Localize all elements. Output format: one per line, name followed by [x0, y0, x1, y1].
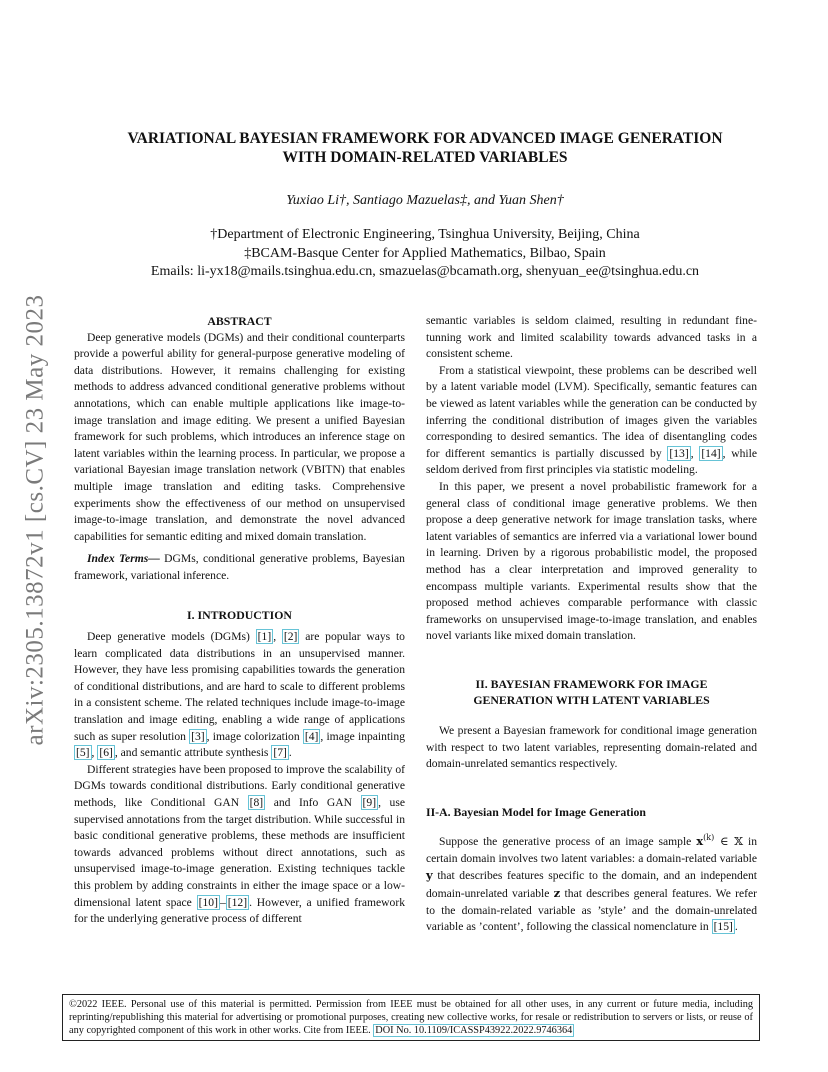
intro-paragraph-3: From a statistical viewpoint, these problems can be described well by a latent variable model (LVM). Specifically, semantic features can be viewed as latent variables while the generation can be conducted by inferring the conditional distribution of images given the variables corresponding to desired semantics. The idea of disentangling codes for different semantics is partially discussed by [13] , [14] , while seldom derived from first principles via statistic modeling.: [426, 363, 758, 477]
author-emails: Emails: li-yx18@mails.tsinghua.edu.cn, smazuelas@bcamath.org, shenyuan_ee@tsinghua.edu.cn: [150, 264, 700, 279]
citation-link[interactable]: [4]: [304, 729, 319, 743]
citation-link[interactable]: [7]: [273, 746, 287, 760]
subsection-2a-paragraph: Suppose the generative process of an image sample $x^{(k)}$ ∈ 𝕏 in certain domain involves two latent variables: a domain-related variable y that describes features specific to the domain, and an independent domain-unrelated variable z that describes general features. We refer to the domain-related variable as ’style’ and the domain-unrelated variable as ’content’, following the classical nomenclature in [15] .: [426, 833, 757, 934]
citation-link[interactable]: [9]: [362, 796, 377, 810]
index-terms: [74, 551, 405, 584]
intro-paragraph-1: Deep generative models (DGMs) [1] , [2] are popular ways to learn complicated data distributions in an unsupervised manner. However, they have less promising capabilities towards the generation of conditional distributions, and are hard to scale to different problems in a consistent scheme. The related techniques include image-to-image translation and image editing, enabling a wide range of applications such as super resolution [3] , image colorization [4] , image inpainting [5] , [6] , and semantic attribute synthesis [7] .: [74, 630, 405, 760]
citation-link[interactable]: [5]: [76, 746, 90, 760]
section-2-intro: We present a Bayesian framework for conditional image generation with respect to two latent variables, representing domain-related and domain-unrelated semantics respectively.: [426, 724, 757, 771]
section-1-heading: I. INTRODUCTION: [187, 607, 292, 622]
citation-link[interactable]: [8]: [249, 796, 264, 810]
title-line-1: VARIATIONAL BAYESIAN FRAMEWORK FOR ADVANCED IMAGE GENERATION: [127, 130, 723, 147]
arxiv-side-stamp: [20, 275, 50, 765]
citation-link[interactable]: [13]: [669, 446, 689, 460]
right-column: [426, 313, 757, 936]
intro-paragraph-2-continued: semantic variables is seldom claimed, resulting in redundant fine-tunning work and limited scalability towards advanced tasks in a consistent scheme.: [426, 314, 757, 361]
affiliation-bcam: ‡BCAM-Basque Center for Applied Mathematics, Bilbao, Spain: [244, 245, 606, 261]
math-z: z: [553, 886, 561, 901]
author-list: Yuxiao Li†, Santiago Mazuelas‡, and Yuan Shen†: [286, 193, 564, 208]
arxiv-id-text: arXiv:2305.13872v1 [cs.CV] 23 May 2023: [21, 294, 48, 746]
copyright-notice: [62, 994, 760, 1041]
affiliations: [70, 226, 780, 282]
left-column: [74, 313, 405, 928]
title-line-2: WITH DOMAIN-RELATED VARIABLES: [282, 149, 568, 166]
citation-link[interactable]: [10]: [198, 895, 218, 909]
math-y: y: [426, 868, 433, 883]
citation-link[interactable]: [14]: [701, 446, 721, 460]
paper-title: [70, 129, 780, 167]
math-x: x: [696, 834, 704, 849]
intro-paragraph-4: In this paper, we present a novel probabilistic framework for a general class of conditional image generative problems. We then propose a deep generative network for image translation tasks, where latent variables of semantics are inferred via a variational lower bound in learning. Driven by a rigorous probabilistic model, the proposed method has a clear interpretation and improved generality to encompass multiple variants. Experimental results show that the proposed method achieves comparable performance with classic frameworks on unsupervised image-to-image translation, and enables novel variants like mixed domain translation.: [426, 479, 757, 643]
doi-link[interactable]: DOI No. 10.1109/ICASSP43922.2022.9746364: [375, 1025, 573, 1036]
index-terms-text: DGMs, conditional generative problems, Bayesian framework, variational inference.: [74, 552, 405, 582]
citation-link[interactable]: [12]: [227, 895, 248, 909]
affiliation-tsinghua: †Department of Electronic Engineering, Tsinghua University, Beijing, China: [210, 227, 640, 242]
intro-paragraph-2: Different strategies have been proposed to improve the scalability of DGMs towards conditional distributions. Early conditional generative methods, like Conditional GAN [8] and Info GAN [9] , use supervised annotations from the target distribution. While successful in basic conditional generative problems, these methods are insufficient towards advanced problems without direct annotations, such as unsupervised image-to-image generation. Existing techniques tackle this problem by adding constraints in either the image space or a low-dimensional latent space [10] – [12] . However, a unified framework for the underlying generative process of different: [74, 762, 406, 926]
abstract-text: Deep generative models (DGMs) and their conditional counterparts provide a powerful ability for general-purpose generative modeling of data distributions. However, it remains challenging for existing methods to address advanced conditional generative problems without annotations, which can enable multiple applications like image-to-image translation and image editing. We present a unified Bayesian framework for such problems, which introduces an inference stage on latent variables within the learning process. In particular, we propose a variational Bayesian image translation network (VBITN) that enables multiple image translation and editing tasks. Comprehensive experiments show the effectiveness of our method on unsupervised image-to-image translation, and demonstrate the novel advanced capabilities for semantic editing and mixed domain translation.: [74, 330, 405, 543]
subsection-2a-heading: II-A. Bayesian Model for Image Generation: [426, 804, 646, 819]
abstract-heading: ABSTRACT: [207, 314, 272, 328]
citation-link[interactable]: [1]: [257, 630, 272, 644]
index-terms-label: Index Terms—: [87, 552, 160, 566]
citation-link[interactable]: [3]: [191, 729, 205, 743]
citation-link[interactable]: [2]: [283, 630, 298, 644]
citation-link[interactable]: [6]: [99, 746, 113, 760]
citation-link[interactable]: [15]: [713, 920, 733, 934]
section-2-heading: II. BAYESIAN FRAMEWORK FOR IMAGE GENERATION WITH LATENT VARIABLES: [473, 676, 710, 708]
copyright-text: ©2022 IEEE. Personal use of this material is permitted. Permission from IEEE must be obtained for all other uses, in any current or future media, including reprinting/republishing this material for advertising or promotional purposes, creating new collective works, for resale or redistribution to servers or lists, or reuse of any copyrighted component of this work in other works. Cite from IEEE.: [69, 999, 753, 1036]
